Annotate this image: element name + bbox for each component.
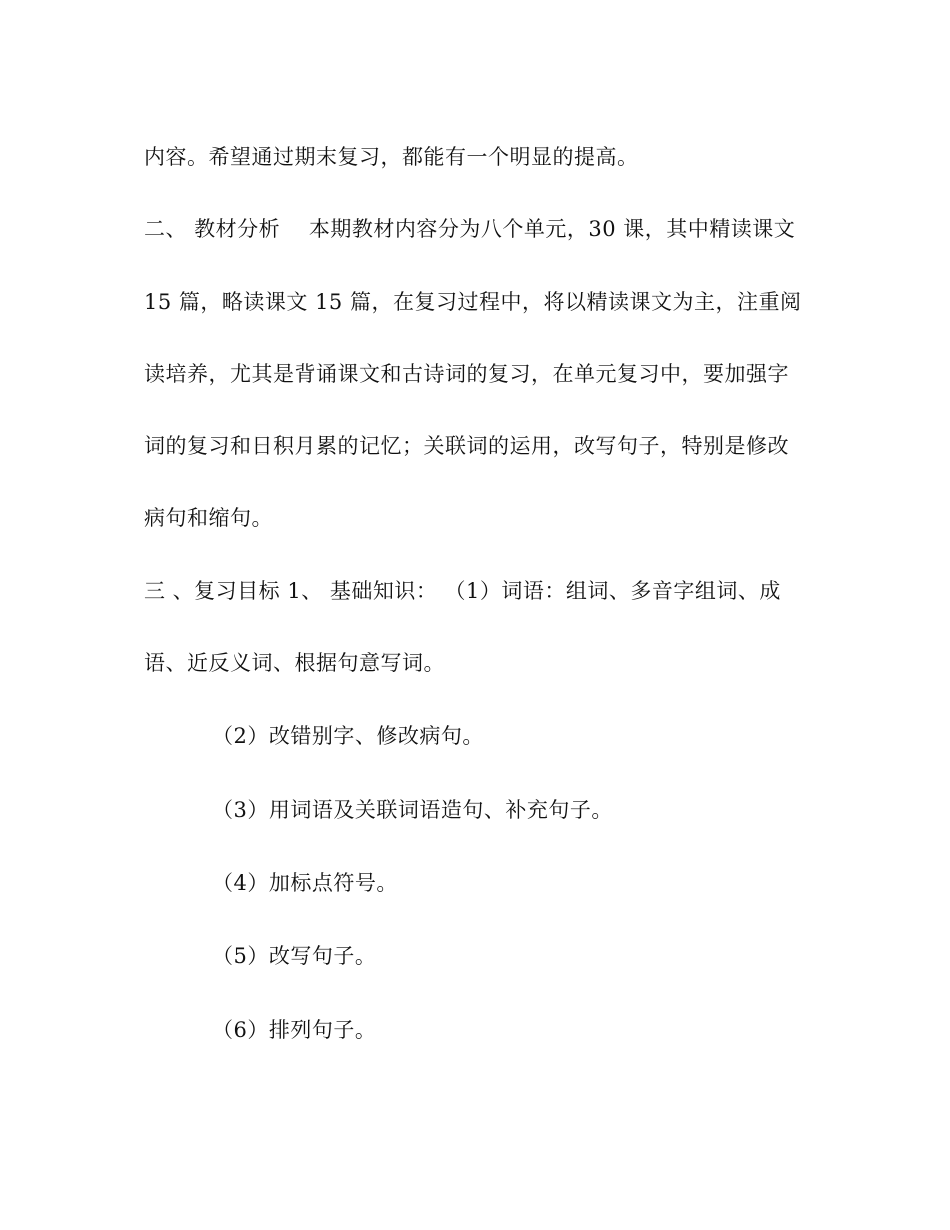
list-item: （5）改写句子。 — [212, 944, 377, 968]
paragraph-line: 内容。希望通过期末复习，都能有一个明显的提高。 — [144, 145, 639, 169]
list-item: （2）改错别字、修改病句。 — [212, 724, 484, 748]
paragraph-line: 15 篇，略读课文 15 篇，在复习过程中，将以精读课文为主，注重阅 — [144, 290, 802, 314]
list-item: （6）排列句子。 — [212, 1018, 377, 1042]
section-heading-line: 三 、复习目标 1、 基础知识： （1）词语：组词、多音字组词、成 — [144, 579, 781, 603]
paragraph-line: 读培养，尤其是背诵课文和古诗词的复习，在单元复习中，要加强字 — [144, 362, 789, 386]
section-heading-line: 二、 教材分析 本期教材内容分为八个单元，30 课，其中精读课文 — [144, 217, 796, 241]
paragraph-line: 语、近反义词、根据句意写词。 — [144, 651, 445, 675]
list-item: （4）加标点符号。 — [212, 871, 398, 895]
list-item: （3）用词语及关联词语造句、补充句子。 — [212, 798, 613, 822]
paragraph-line: 病句和缩句。 — [144, 506, 273, 530]
paragraph-line: 词的复习和日积月累的记忆；关联词的运用，改写句子，特别是修改 — [144, 434, 789, 458]
